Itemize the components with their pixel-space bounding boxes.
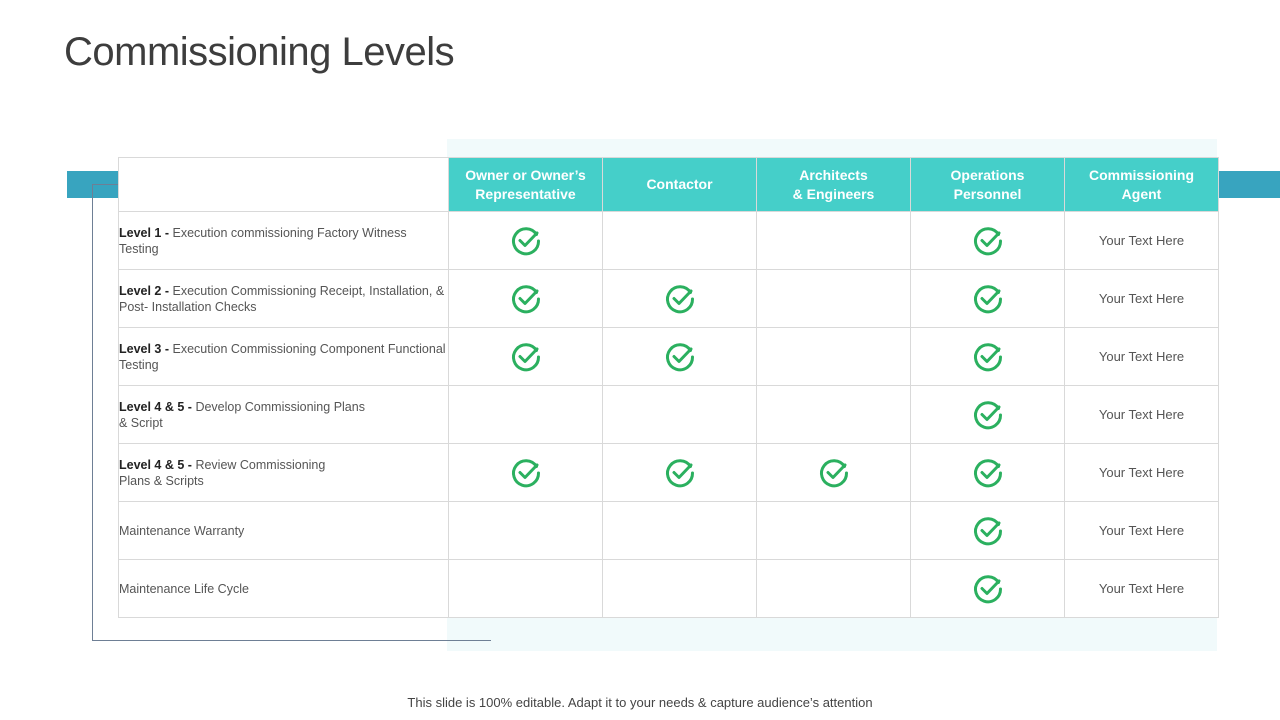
check-icon [972,457,1004,489]
table-cell [603,328,757,386]
table-cell [603,270,757,328]
table-cell [603,560,757,618]
table-cell [603,444,757,502]
row-description: Maintenance Life Cycle [119,581,249,596]
check-icon [510,457,542,489]
table-cell [911,444,1065,502]
row-description: Maintenance Warranty [119,523,245,538]
check-icon [510,225,542,257]
column-header [449,158,603,212]
table-row [119,386,1219,444]
column-header-label: Operations Personnel [950,166,1025,202]
table-cell [449,212,603,270]
row-level-label: Level 1 - [119,225,173,240]
agent-cell: Your Text Here [1065,270,1219,328]
row-description: Execution Commissioning Receipt, Installation, & Post- Installation Checks [119,283,445,314]
table-cell [911,502,1065,560]
header-blank-cell [119,158,449,212]
check-icon [972,573,1004,605]
table-row [119,502,1219,560]
table-cell [449,270,603,328]
table-cell [911,270,1065,328]
row-label [119,502,449,560]
agent-cell: Your Text Here [1065,328,1219,386]
agent-cell: Your Text Here [1065,212,1219,270]
column-header-label: Commissioning Agent [1088,166,1194,202]
check-icon [972,225,1004,257]
check-icon [972,515,1004,547]
agent-cell: Your Text Here [1065,386,1219,444]
table-cell [603,212,757,270]
column-header-label: Contactor [646,176,713,192]
table-cell [757,328,911,386]
row-label [119,560,449,618]
agent-cell: Your Text Here [1065,560,1219,618]
check-icon [972,399,1004,431]
row-label [119,386,449,444]
column-header [1065,158,1219,212]
row-label [119,270,449,328]
table-cell [603,502,757,560]
decorative-bracket-vertical [92,184,93,641]
row-level-label: Level 2 - [119,283,173,298]
table-row [119,328,1219,386]
row-label [119,212,449,270]
page-title: Commissioning Levels [64,30,455,74]
row-description: Execution commissioning Factory Witness Testing [119,225,407,256]
commissioning-levels-table [118,157,1219,618]
column-header [603,158,757,212]
check-icon [510,341,542,373]
check-icon [972,283,1004,315]
row-label [119,444,449,502]
decorative-bracket-bottom [92,640,491,641]
table-cell [911,560,1065,618]
row-label [119,328,449,386]
table-header-row [119,158,1219,212]
check-icon [664,341,696,373]
row-level-label: Level 4 & 5 - [119,457,196,472]
row-description: Execution Commissioning Component Functional Testing [119,341,446,372]
column-header [757,158,911,212]
table-row [119,444,1219,502]
check-icon [664,283,696,315]
footer-note: This slide is 100% editable. Adapt it to your needs & capture audience’s attention [407,695,873,710]
table-row [119,560,1219,618]
row-level-label: Level 4 & 5 - [119,399,196,414]
table-cell [757,386,911,444]
table-cell [757,270,911,328]
table-cell [911,386,1065,444]
row-description: Develop Commissioning Plans & Script [119,399,365,430]
table-cell [449,444,603,502]
check-icon [510,283,542,315]
table-cell [449,560,603,618]
table-cell [757,502,911,560]
table-body [119,212,1219,618]
row-description: Review Commissioning Plans & Scripts [119,457,326,488]
agent-cell: Your Text Here [1065,502,1219,560]
table-row [119,270,1219,328]
table-cell [603,386,757,444]
row-level-label: Level 3 - [119,341,173,356]
table-cell [449,386,603,444]
table-cell [449,502,603,560]
check-icon [972,341,1004,373]
table-cell [911,212,1065,270]
check-icon [664,457,696,489]
table-cell [757,444,911,502]
column-header-label: Owner or Owner’s Representative [465,166,586,202]
table-cell [911,328,1065,386]
check-icon [818,457,850,489]
decorative-bracket-top [92,184,118,185]
agent-cell: Your Text Here [1065,444,1219,502]
table-row [119,212,1219,270]
column-header-label: Architects & Engineers [792,166,875,202]
table-cell [757,560,911,618]
column-header [911,158,1065,212]
table-cell [757,212,911,270]
table-cell [449,328,603,386]
